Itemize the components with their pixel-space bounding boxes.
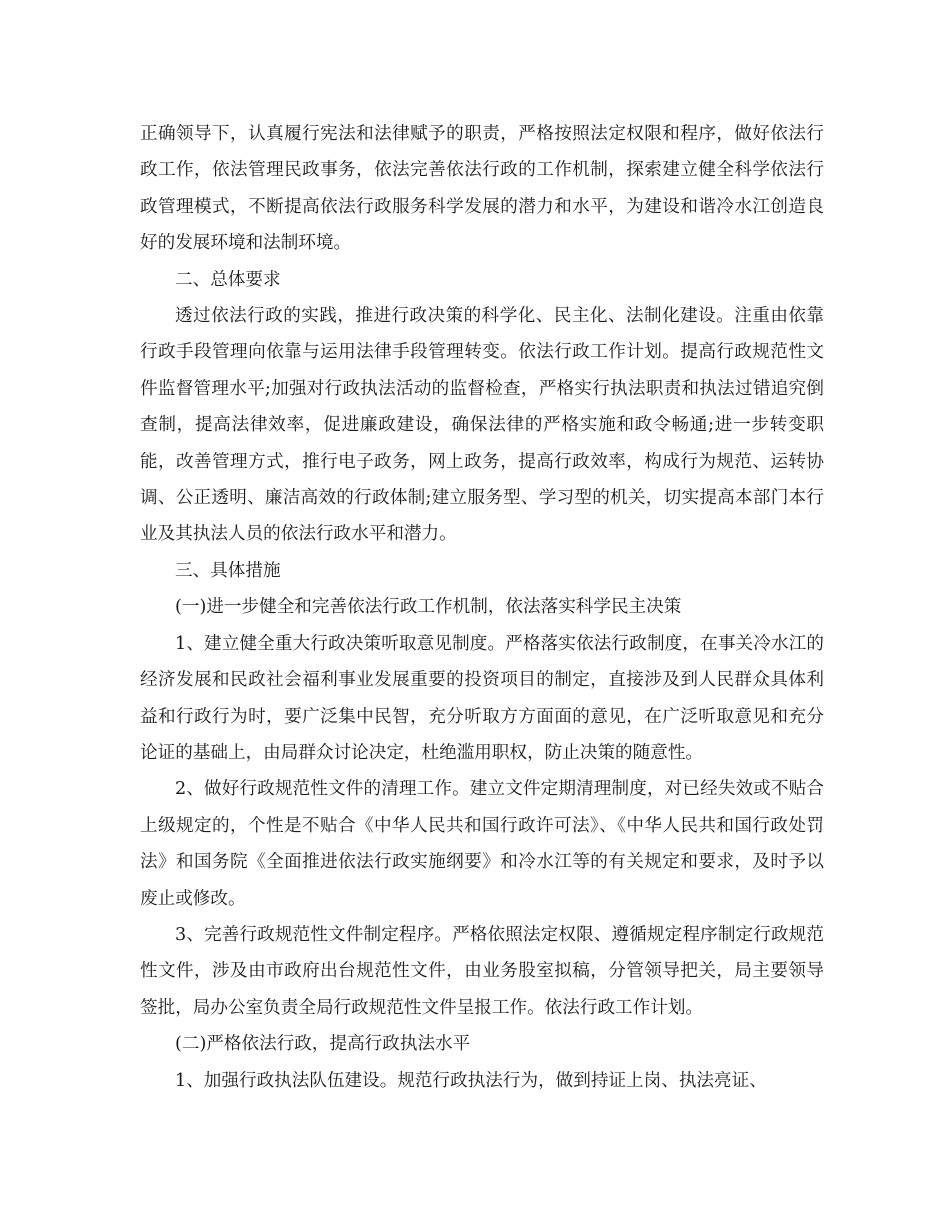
document-body xyxy=(140,116,824,1099)
subsection-heading-enforcement: (二)严格依法行政，提高行政执法水平 xyxy=(175,1034,471,1055)
paragraph-general-requirements: 透过依法行政的实践，推进行政决策的科学化、民主化、法制化建设。注重由依靠行政手段管理向依靠与运用法律手段管理转变。依法行政工作计划。提高行政规范性文件监督管理水平;加强对行政执法活动的监督检查，严格实行执法职责和执法过错追究倒查制，提高法律效率，促进廉政建设，确保法律的严格实施和政令畅通;进一步转变职能，改善管理方式，推行电子政务，网上政务，提高行政效率，构成行为规范、运转协调、公正透明、廉洁高效的行政体制;建立服务型、学习型的机关，切实提高本部门本行业及其执法人员的依法行政水平和潜力。 xyxy=(140,306,824,545)
subsection-heading-mechanism: (一)进一步健全和完善依法行政工作机制，依法落实科学民主决策 xyxy=(175,597,682,618)
paragraph-enforcement-1: 1、加强行政执法队伍建设。规范行政执法行为，做到持证上岗、执法亮证、 xyxy=(175,1070,767,1091)
paragraph-measure-1: 1、建立健全重大行政决策听取意见制度。严格落实依法行政制度，在事关冷水江的经济发展和民政社会福利事业发展重要的投资项目的制定，直接涉及到人民群众具体利益和行政行为时，要广泛集中民智，充分听取方方面面的意见，在广泛听取意见和充分论证的基础上，由局群众讨论决定，杜绝滥用职权，防止决策的随意性。 xyxy=(140,633,824,763)
paragraph-measure-2: 2、做好行政规范性文件的清理工作。建立文件定期清理制度，对已经失效或不贴合上级规定的，个性是不贴合《中华人民共和国行政许可法》、《中华人民共和国行政处罚法》和国务院《全面推进依法行政实施纲要》和冷水江等的有关规定和要求，及时予以废止或修改。 xyxy=(140,779,824,909)
section-heading-specific-measures: 三、具体措施 xyxy=(175,560,281,581)
section-heading-general-requirements: 二、总体要求 xyxy=(175,269,281,290)
paragraph-measure-3: 3、完善行政规范性文件制定程序。严格依照法定权限、遵循规定程序制定行政规范性文件，涉及由市政府出台规范性文件，由业务股室拟稿，分管领导把关，局主要领导签批，局办公室负责全局行政规范性文件呈报工作。依法行政工作计划。 xyxy=(140,924,824,1018)
paragraph-intro-continuation: 正确领导下，认真履行宪法和法律赋予的职责，严格按照法定权限和程序，做好依法行政工作，依法管理民政事务，依法完善依法行政的工作机制，探索建立健全科学依法行政管理模式，不断提高依法行政服务科学发展的潜力和水平，为建设和谐冷水江创造良好的发展环境和法制环境。 xyxy=(140,124,824,254)
